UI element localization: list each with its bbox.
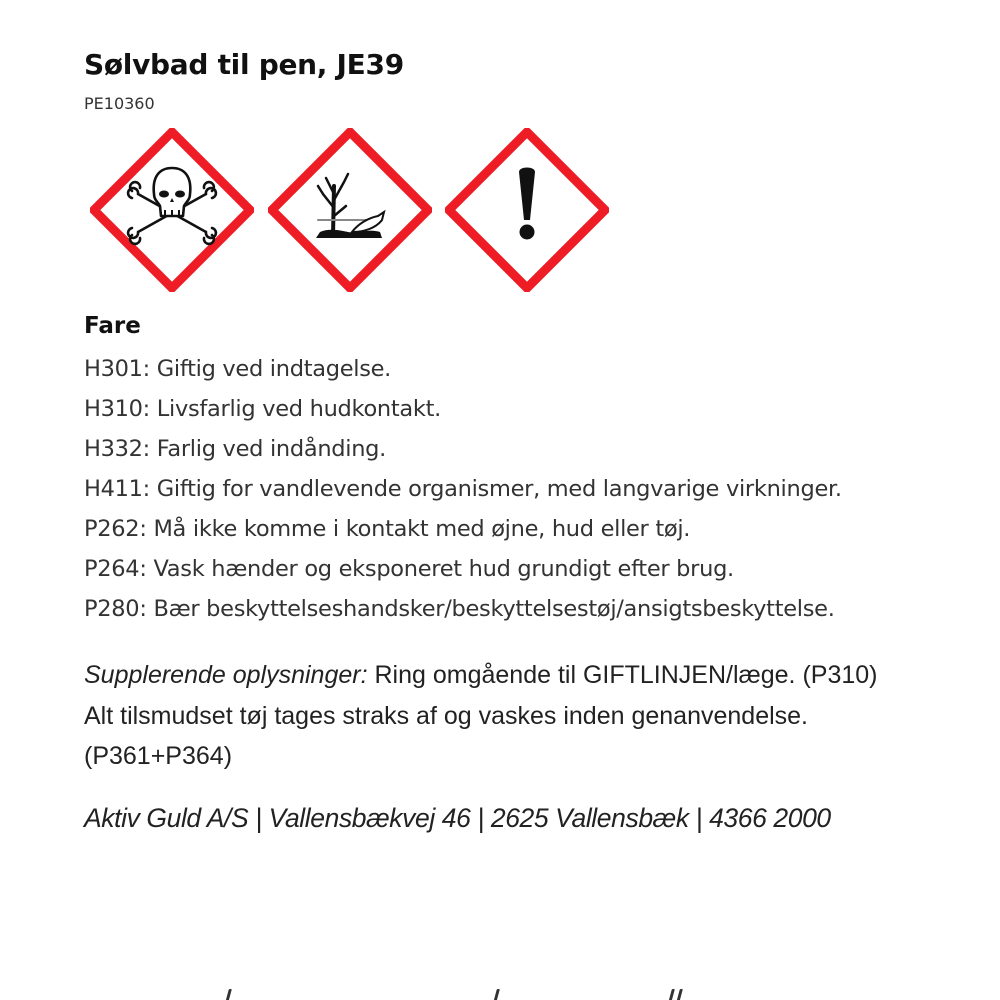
hazard-statements xyxy=(84,351,842,631)
glyph-fragment xyxy=(676,989,683,1000)
statement-h301: H301: Giftig ved indtagelse. xyxy=(84,356,392,382)
company-info: Aktiv Guld A/S | Vallensbækvej 46 | 2625 Vallensbæk | 4366 2000 xyxy=(84,803,831,833)
supplementary-line-3: (P361+P364) xyxy=(84,742,233,770)
supplementary-text-1: Ring omgående til GIFTLINJEN/læge. (P310) xyxy=(367,661,878,689)
skull-crossbones-icon xyxy=(90,128,254,292)
supplementary-line-2: Alt tilsmudset tøj tages straks af og vaskes inden genanvendelse. xyxy=(84,701,808,730)
clipped-text-line xyxy=(0,989,1000,1000)
glyph-fragment xyxy=(225,989,232,1000)
product-title: Sølvbad til pen, JE39 xyxy=(84,48,404,81)
supplementary-label: Supplerende oplysninger: xyxy=(84,661,368,689)
glyph-fragment xyxy=(668,989,675,1000)
product-code: PE10360 xyxy=(84,94,155,113)
environment-icon xyxy=(268,128,432,292)
supplementary-info xyxy=(84,655,1000,777)
statement-p264: P264: Vask hænder og eksponeret hud grundigt efter brug. xyxy=(84,556,734,582)
statement-h411: H411: Giftig for vandlevende organismer, med langvarige virkninger. xyxy=(84,476,842,502)
ghs-pictograms xyxy=(90,128,630,292)
statement-h310: H310: Livsfarlig ved hudkontakt. xyxy=(84,396,441,422)
signal-word: Fare xyxy=(84,313,141,339)
statement-p262: P262: Må ikke komme i kontakt med øjne, hud eller tøj. xyxy=(84,516,691,542)
exclamation-icon xyxy=(445,128,609,292)
supplementary-line-1 xyxy=(84,655,1000,696)
statement-h332: H332: Farlig ved indånding. xyxy=(84,436,387,462)
statement-p280: P280: Bær beskyttelseshandsker/beskyttelsestøj/ansigtsbeskyttelse. xyxy=(84,596,835,622)
glyph-fragment xyxy=(493,989,500,1000)
